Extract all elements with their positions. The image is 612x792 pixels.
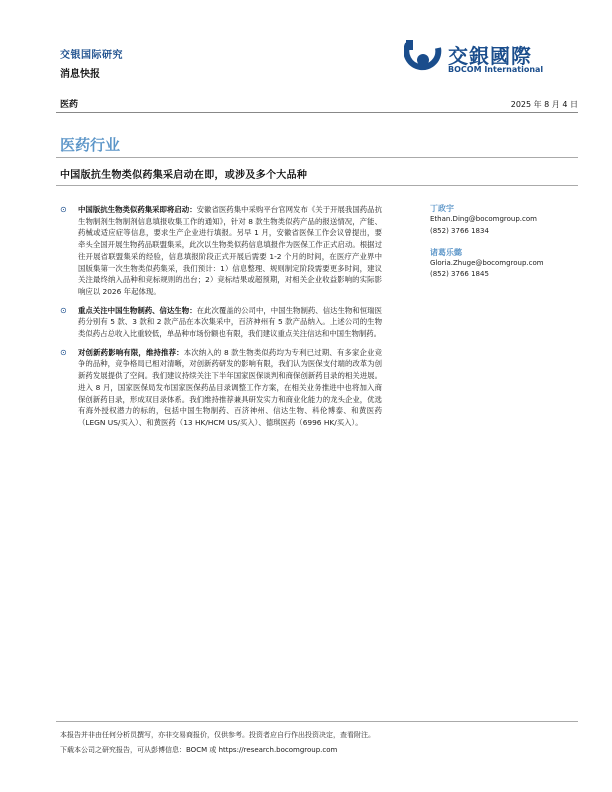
analyst-card xyxy=(430,247,580,281)
footer-disclaimer: 本报告并非由任何分析员撰写，亦非交易商报价，仅供参考。投资者应自行作出投资决定，查看附注。 xyxy=(60,731,375,739)
footer-divider xyxy=(56,721,578,722)
analyst-email[interactable]: Ethan.Ding@bocomgroup.com xyxy=(430,215,537,224)
analyst-name: 诸葛乐懿 xyxy=(430,247,462,257)
divider xyxy=(56,157,578,158)
org-line: 交银国际研究 xyxy=(60,50,123,61)
bullet-text: 本次纳入的 8 款生物类似药均为专利已过期、有多家企业竞争的品种，竞争格局已相对清晰，对创新药研发的影响有限，我们认为医保支付端的改革为创新药发展提供了空间。我们建议持续关注下半年国家医保谈判和商保创新药目录的相关进展。进入 8 月，国家医保局发布国家医保药品目录调整工作方案，在相关业务推进中也将加入商保创新药目录，形成双目录体系。我们维持推荐兼具研发实力和商业化能力的龙头企业，优选有海外授权潜力的标的，包括中国生物制药、百济神州、信达生物、科伦博泰、和黄医药（LEGN US/买入）、和黄医药（13 HK/HCM US/买入）、德琪医药（6996 HK/买入）。 xyxy=(78,347,382,427)
footer-download-note[interactable]: 下载本公司之研究报告，可从彭博信息：BOCM 或 https://research.bocomgroup.com xyxy=(60,746,338,754)
analyst-phone: (852) 3766 1845 xyxy=(430,270,489,279)
bullet-icon: ⊙ xyxy=(60,347,67,357)
footer xyxy=(60,728,375,758)
header-left xyxy=(60,46,123,80)
bullet-icon: ⊙ xyxy=(60,205,67,214)
bullet-point xyxy=(60,347,382,429)
bullet-point xyxy=(60,204,382,298)
analyst-name: 丁政宇 xyxy=(430,204,454,213)
analyst-email[interactable]: Gloria.Zhuge@bocomgroup.com xyxy=(430,259,544,268)
bocom-logo xyxy=(404,38,574,78)
report-body xyxy=(60,204,382,436)
bullet-text: 安徽省医药集中采购平台官网发布《关于开展我国药品抗生物制剂生物制剂信息填报收集工作的通知》，针对 8 款生物类似药产品的报送情况，产能、药械或适应症等信息，要求生产企业进行填报。另早 1 月，安徽省医保工作会议曾提出，要牵头全国开展生物药品联盟集采，此次以生物类似药信息填报作为医保工作正式启动。根据过往开展省联盟集采的经验，信息填报阶段正式开展后需要 1-2 个月的时间，在医疗产业界中国版集第一次生物类似药集采，我们预计：1）信息整理、规则制定阶段需要更多时间，建议关注最终纳入品种和竞标规则的出台；2）竞标结果或超预期，对相关企业收益影响的实际影响应以 2026 年起体现。 xyxy=(78,205,382,296)
sector-title: 医药行业 xyxy=(60,136,121,154)
sector-tag: 医药 xyxy=(60,100,79,110)
report-title: 中国版抗生物类似药集采启动在即，或涉及多个大品种 xyxy=(60,170,308,181)
divider xyxy=(56,185,578,186)
bullet-text: 在此次覆盖的公司中，中国生物制药、信达生物和恒瑞医药分别有 5 款、3 款和 2 款产品在本次集采中，百济神州有 5 款产品纳入。上述公司的生物类似药占总收入比重较低，单品种市场份额也有限，我们建议重点关注信达和中国生物制药。 xyxy=(78,305,382,339)
divider xyxy=(56,112,578,113)
analyst-card xyxy=(430,203,580,237)
report-date: 2025 年 8 月 4 日 xyxy=(510,100,578,109)
analyst-panel xyxy=(430,203,580,291)
bullet-heading: 重点关注中国生物制药、信达生物： xyxy=(78,305,197,315)
report-type: 消息快报 xyxy=(60,69,100,80)
logo-english-name: BOCOM International xyxy=(448,65,544,74)
logo-chinese-name: 交銀國際 xyxy=(448,44,532,68)
bullet-icon: ⊙ xyxy=(60,305,67,315)
bullet-heading: 中国版抗生物类似药集采即将启动： xyxy=(78,205,197,214)
bullet-heading: 对创新药影响有限，维持推荐： xyxy=(78,347,184,357)
analyst-phone: (852) 3766 1834 xyxy=(430,226,489,235)
bullet-point xyxy=(60,305,382,340)
bocom-logo-icon xyxy=(404,38,442,78)
